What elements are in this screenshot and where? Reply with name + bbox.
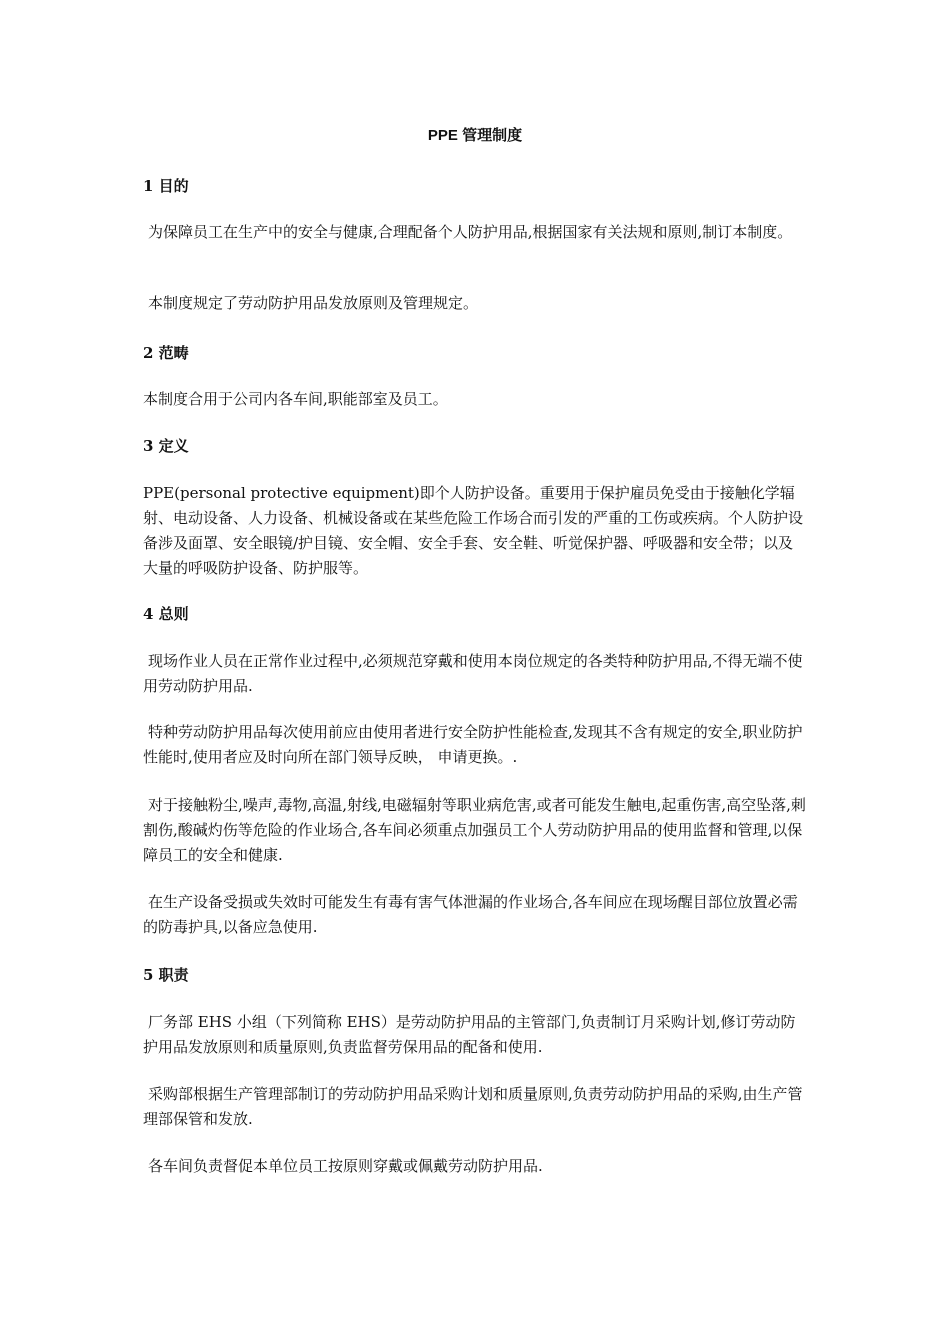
- paragraph: 特种劳动防护用品每次使用前应由使用者进行安全防护性能检查,发现其不含有规定的安全,职业防护性能时,使用者应及时向所在部门领导反映， 申请更换。.: [143, 723, 803, 766]
- section-heading-general: 4 总则: [143, 605, 189, 623]
- paragraph: 各车间负责督促本单位员工按原则穿戴或佩戴劳动防护用品.: [148, 1157, 543, 1175]
- paragraph: 采购部根据生产管理部制订的劳动防护用品采购计划和质量原则,负责劳动防护用品的采购,由生产管理部保管和发放.: [143, 1085, 803, 1128]
- paragraph: 在生产设备受损或失效时可能发生有毒有害气体泄漏的作业场合,各车间应在现场醒目部位放置必需的防毒护具,以备应急使用.: [143, 893, 798, 936]
- paragraph: 对于接触粉尘,噪声,毒物,高温,射线,电磁辐射等职业病危害,或者可能发生触电,起重伤害,高空坠落,刺割伤,酸碱灼伤等危险的作业场合,各车间必须重点加强员工个人劳动防护用品的使用监督和管理,以保障员工的安全和健康.: [143, 796, 806, 864]
- page-title: PPE 管理制度: [427, 127, 523, 144]
- paragraph: 本制度规定了劳动防护用品发放原则及管理规定。: [148, 294, 479, 312]
- section-heading-scope: 2 范畴: [143, 344, 189, 362]
- paragraph: 本制度合用于公司内各车间,职能部室及员工。: [143, 390, 448, 408]
- paragraph: 厂务部 EHS 小组（下列简称 EHS）是劳动防护用品的主管部门,负责制订月采购计划,修订劳动防护用品发放原则和质量原则,负责监督劳保用品的配备和使用.: [143, 1013, 796, 1056]
- paragraph: PPE(personal protective equipment)即个人防护设备。重要用于保护雇员免受由于接触化学辐射、电动设备、人力设备、机械设备或在某些危险工作场合而引发的严重的工伤或疾病。个人防护设备涉及面罩、安全眼镜/护目镜、安全帽、安全手套、安全鞋、听觉保护器、呼吸器和安全带；以及大量的呼吸防护设备、防护服等。: [143, 484, 804, 577]
- section-heading-definition: 3 定义: [143, 437, 189, 455]
- section-heading-purpose: 1 目的: [143, 177, 189, 195]
- section-heading-duties: 5 职责: [143, 966, 189, 984]
- paragraph: 现场作业人员在正常作业过程中,必须规范穿戴和使用本岗位规定的各类特种防护用品,不得无端不使用劳动防护用品.: [143, 652, 803, 695]
- paragraph: 为保障员工在生产中的安全与健康,合理配备个人防护用品,根据国家有关法规和原则,制订本制度。: [148, 223, 793, 241]
